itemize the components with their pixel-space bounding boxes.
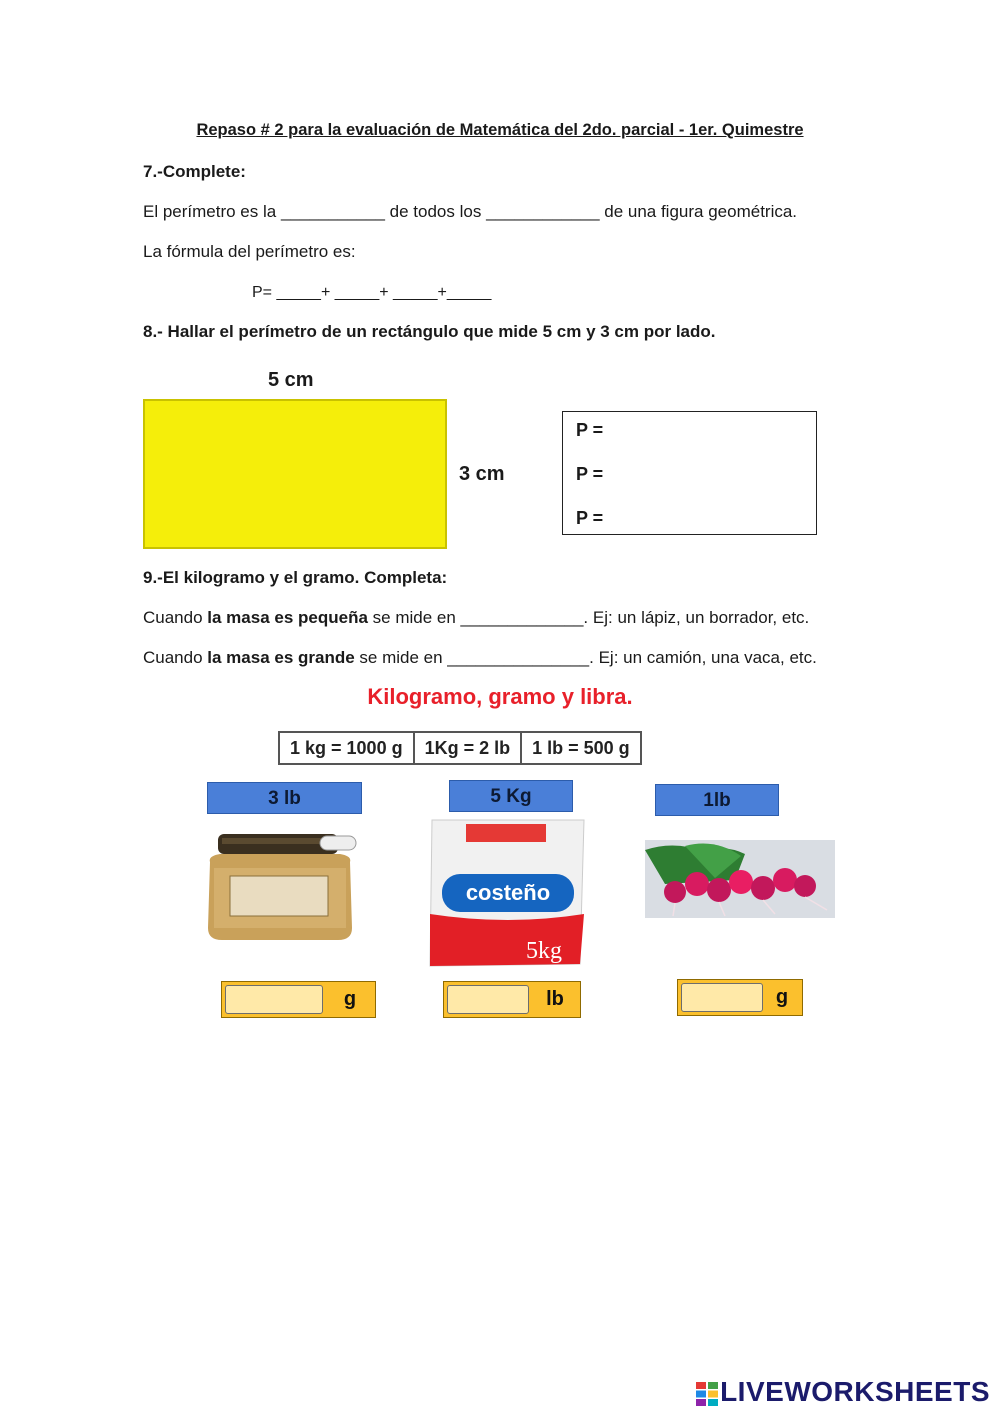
- weight-tag-radish: 1lb: [655, 784, 779, 816]
- question-7-heading: 7.-Complete:: [143, 162, 246, 181]
- text-segment-bold: la masa es pequeña: [207, 608, 368, 627]
- answer-input[interactable]: [681, 983, 763, 1012]
- logo-text: LIVEWORKSHEETS: [720, 1376, 990, 1407]
- text-segment: Cuando: [143, 608, 208, 627]
- logo-grid-icon: [696, 1382, 718, 1406]
- question-9-heading: 9.-El kilogramo y el gramo. Completa:: [143, 568, 448, 587]
- unit-label: lb: [546, 988, 564, 1010]
- question-7-line-2: La fórmula del perímetro es:: [143, 242, 356, 261]
- page-title: Repaso # 2 para la evaluación de Matemática del 2do. parcial - 1er. Quimestre: [196, 121, 804, 139]
- perimeter-answer-box[interactable]: [562, 411, 817, 535]
- yellow-rectangle: [143, 399, 447, 549]
- equivalence-cell: 1Kg = 2 lb: [414, 732, 522, 764]
- equivalence-cell: 1 kg = 1000 g: [279, 732, 414, 764]
- perimeter-answer-line: P =: [576, 420, 604, 440]
- equivalence-table: [278, 731, 642, 765]
- perimeter-answer-line: P =: [576, 508, 604, 528]
- conversion-title: Kilogramo, gramo y libra.: [367, 684, 633, 709]
- rice-bag-weight: 5kg: [526, 938, 562, 964]
- radishes-icon: [645, 840, 835, 918]
- question-7-line-1: El perímetro es la ___________ de todos los ____________ de una figura geométrica.: [143, 202, 798, 221]
- question-8-heading: 8.- Hallar el perímetro de un rectángulo que mide 5 cm y 3 cm por lado.: [143, 322, 716, 341]
- weight-tag-sugar: 3 lb: [207, 782, 362, 814]
- answer-field-rice-pounds[interactable]: [443, 981, 581, 1018]
- text-segment: se mide en _____________. Ej: un lápiz, un borrador, etc.: [367, 608, 810, 627]
- unit-label: g: [775, 986, 789, 1008]
- rice-bag-icon: [426, 814, 590, 969]
- text-segment-bold: la masa es grande: [207, 648, 355, 667]
- equivalence-cell: 1 lb = 500 g: [521, 732, 641, 764]
- text-segment: Cuando: [143, 648, 208, 667]
- weight-tag-rice: 5 Kg: [449, 780, 573, 812]
- answer-input[interactable]: [447, 985, 529, 1014]
- perimeter-formula: P= _____+ _____+ _____+_____: [252, 284, 492, 301]
- question-9-line-1: [143, 607, 809, 629]
- liveworksheets-logo: [696, 1376, 990, 1408]
- sugar-jar-icon: [200, 828, 360, 943]
- unit-label: g: [343, 988, 357, 1010]
- text-segment: se mide en _______________. Ej: un camión, una vaca, etc.: [354, 648, 817, 667]
- answer-field-sugar-grams[interactable]: [221, 981, 376, 1018]
- perimeter-answer-line: P =: [576, 464, 604, 484]
- rectangle-length-label: 5 cm: [268, 369, 314, 391]
- rectangle-width-label: 3 cm: [459, 463, 505, 485]
- answer-field-radish-grams[interactable]: [677, 979, 803, 1016]
- answer-input[interactable]: [225, 985, 323, 1014]
- question-9-line-2: [143, 647, 817, 669]
- rice-bag-brand: costeño: [465, 880, 551, 905]
